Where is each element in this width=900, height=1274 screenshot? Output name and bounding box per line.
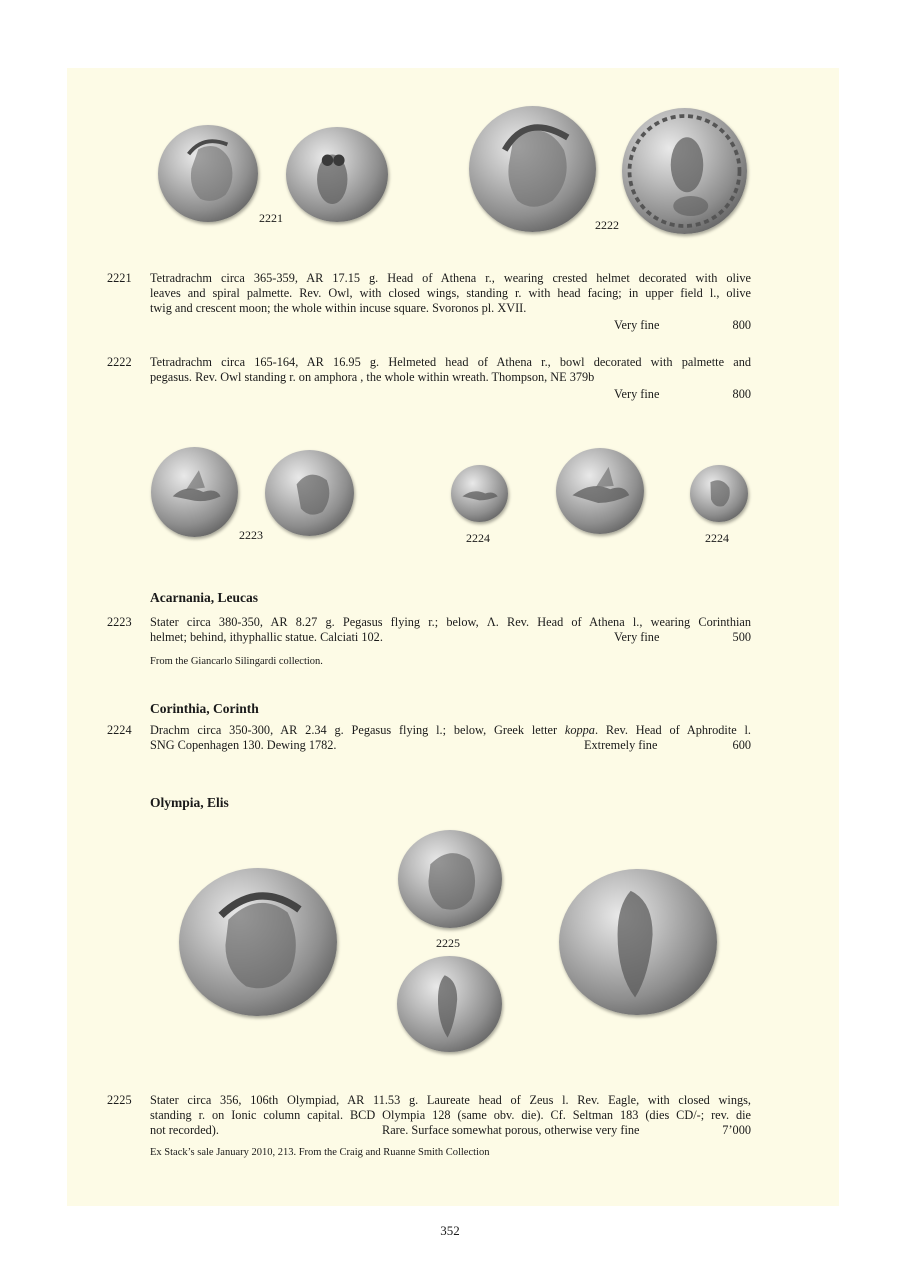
lot-number-2225: 2225: [107, 1093, 132, 1107]
coin-label-2222: 2222: [595, 218, 619, 232]
lot-2222-line-2: pegasus. Rev. Owl standing r. on amphora , the whole within wreath. Thompson, NE 379b: [150, 370, 595, 384]
lot-2221-price: 800: [732, 318, 751, 332]
lot-2222-price: 800: [732, 387, 751, 401]
coin-label-2223: 2223: [239, 528, 263, 542]
lot-number-2224: 2224: [107, 723, 132, 737]
lot-2225-line-2: standing r. on Ionic column capital. BCD Olympia 128 (same obv. die). Cf. Seltman 183 (dies CD/-; rev. die: [150, 1108, 751, 1122]
lot-2221-line-3: twig and crescent moon; the whole within incuse square. Svoronos pl. XVII.: [150, 301, 527, 315]
lot-2223-grade: Very fine: [614, 630, 660, 644]
lot-2224-line-1: [150, 723, 751, 738]
lot-2225-line-1: Stater circa 356, 106th Olympiad, AR 11.53 g. Laureate head of Zeus l. Rev. Eagle, with closed wings,: [150, 1093, 751, 1107]
coin-2223-obverse-image: [151, 447, 238, 537]
coin-label-2224-b: 2224: [705, 531, 729, 545]
coin-2225-reverse-image: [397, 956, 502, 1052]
lot-2222-line-1: Tetradrachm circa 165-164, AR 16.95 g. Helmeted head of Athena r., bowl decorated with palmette and: [150, 355, 751, 369]
coin-2223-reverse-image: [265, 450, 354, 536]
lot-number-2222: 2222: [107, 355, 132, 369]
coin-label-2225: 2225: [436, 936, 460, 950]
coin-2225-enlarged-reverse-image: [559, 869, 717, 1015]
coin-2224-reverse-image: [690, 465, 748, 522]
coin-2222-reverse-image: [622, 108, 747, 234]
section-heading-olympia-elis: Olympia, Elis: [150, 795, 229, 810]
coin-2222-obverse-image: [469, 106, 596, 232]
section-heading-corinthia-corinth: Corinthia, Corinth: [150, 701, 259, 716]
lot-description-2224: [150, 723, 751, 753]
coin-2221-reverse-image: [286, 127, 388, 222]
lot-description-2222: [150, 355, 751, 385]
coin-label-2221: 2221: [259, 211, 283, 225]
lot-2224-line-1-text: Drachm circa 350-300, AR 2.34 g. Pegasus flying l.; below, Greek letter: [150, 723, 565, 737]
coin-2221-obverse-image: [158, 125, 258, 222]
lot-2224-grade: Extremely fine: [584, 738, 658, 752]
lot-2223-line-2: helmet; behind, ithyphallic statue. Calciati 102.: [150, 630, 383, 644]
lot-description-2223: [150, 615, 751, 645]
lot-2225-price: 7’000: [722, 1123, 751, 1137]
lot-2224-line-2: SNG Copenhagen 130. Dewing 1782.: [150, 738, 337, 752]
lot-number-2223: 2223: [107, 615, 132, 629]
lot-number-2221: 2221: [107, 271, 132, 285]
lot-2223-price: 500: [732, 630, 751, 644]
lot-2221-grade: Very fine: [614, 318, 660, 332]
lot-description-2221: [150, 271, 751, 316]
lot-2223-line-1: Stater circa 380-350, AR 8.27 g. Pegasus flying r.; below, Λ. Rev. Head of Athena l., wearing Corinthian: [150, 615, 751, 629]
lot-2221-line-2: leaves and spiral palmette. Rev. Owl, with closed wings, standing r. with head facing; in upper field l., olive: [150, 286, 751, 300]
section-heading-acarnania-leucas: Acarnania, Leucas: [150, 590, 258, 605]
lot-2222-grade: Very fine: [614, 387, 660, 401]
lot-2224-koppa: koppa: [564, 723, 595, 737]
lot-2223-provenance-note: From the Giancarlo Silingardi collection.: [150, 656, 323, 667]
coin-2225-enlarged-obverse-image: [179, 868, 337, 1016]
lot-2221-line-1: Tetradrachm circa 365-359, AR 17.15 g. Head of Athena r., wearing crested helmet decorated with olive: [150, 271, 751, 285]
lot-2225-line-3: not recorded).: [150, 1123, 219, 1137]
coin-2224-enlarged-obverse-image: [556, 448, 644, 534]
lot-2224-line-1-end: . Rev. Head of Aphrodite l.: [594, 723, 751, 737]
lot-2225-grade: Rare. Surface somewhat porous, otherwise very fine: [382, 1123, 640, 1137]
coin-2225-obverse-image: [398, 830, 502, 928]
coin-2224-obverse-image: [451, 465, 508, 522]
page-number: 352: [440, 1223, 460, 1238]
coin-label-2224-a: 2224: [466, 531, 490, 545]
lot-2225-provenance-note: Ex Stack’s sale January 2010, 213. From the Craig and Ruanne Smith Collection: [150, 1147, 490, 1158]
lot-2224-price: 600: [732, 738, 751, 752]
